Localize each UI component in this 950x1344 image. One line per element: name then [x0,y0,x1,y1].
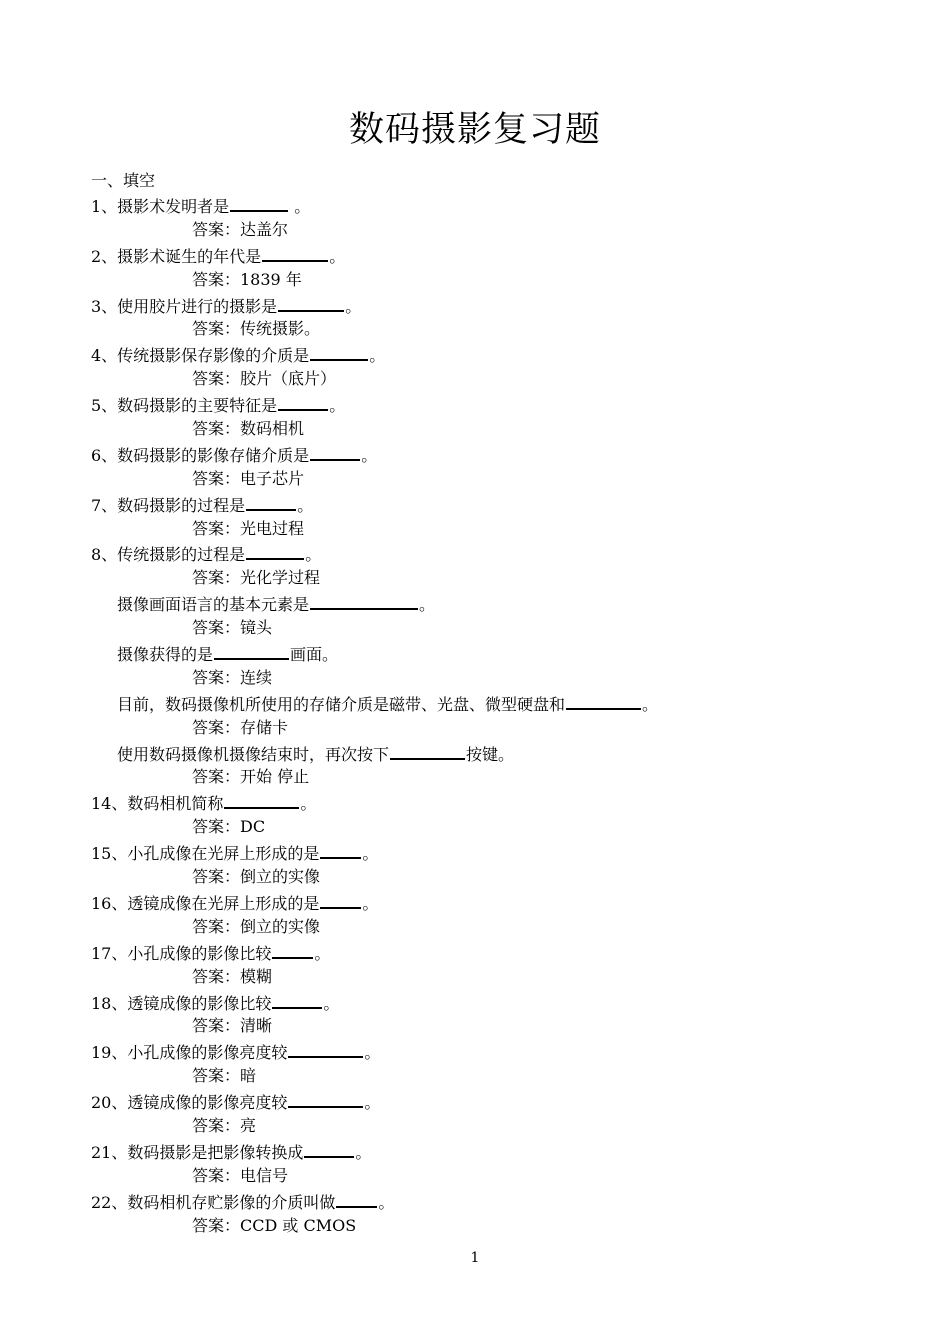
question-line [0,243,950,268]
question-suffix: 。 [355,1142,372,1162]
answer-blank [214,641,289,660]
answer-line: 答案：达盖尔 [192,219,289,239]
answer-line: 答案：连续 [192,667,273,687]
answer-line: 答案：1839 年 [192,269,302,289]
answer-line: 答案：开始 停止 [192,767,310,787]
answer-line: 答案：暗 [192,1066,257,1086]
answer-blank [262,243,328,262]
answer-blank [320,890,361,909]
answer-blank [278,293,344,312]
question-suffix: 。 [329,246,346,266]
question-text: 摄像画面语言的基本元素是 [117,595,310,615]
question-line [0,641,950,666]
question-text: 19、小孔成像的影像亮度较 [91,1043,288,1063]
document-title: 数码摄影复习题 [348,110,601,150]
answer-blank [272,990,322,1009]
question-suffix: 。 [364,1043,381,1063]
question-line [0,741,950,766]
question-text: 3、使用胶片进行的摄影是 [91,296,278,316]
question-text: 17、小孔成像的影像比较 [91,943,272,963]
question-line [0,1139,950,1164]
question-suffix: 画面。 [290,645,339,665]
answer-blank [246,492,296,511]
question-line [0,890,950,915]
question-text: 6、数码摄影的影像存储介质是 [91,445,310,465]
question-line [0,342,950,367]
question-suffix: 。 [323,993,340,1013]
answer-line: 答案：数码相机 [192,419,305,439]
question-suffix: 。 [362,844,379,864]
answer-blank [288,1039,363,1058]
answer-line: 答案：模糊 [192,966,273,986]
question-line [0,940,950,965]
answer-line: 答案：胶片（底片） [192,369,337,389]
section-heading: 一、填空 [91,171,156,190]
question-line [0,442,950,467]
question-text: 1、摄影术发明者是 [91,197,230,216]
question-text: 7、数码摄影的过程是 [91,495,246,515]
question-line [0,1089,950,1114]
question-line [0,790,950,815]
answer-blank [230,193,288,212]
answer-blank [310,591,418,610]
question-suffix: 。 [289,197,311,216]
question-suffix: 。 [361,445,378,465]
answer-blank [272,940,313,959]
answer-line: 答案：CCD 或 CMOS [192,1215,357,1235]
question-suffix: 按键。 [466,744,515,764]
answer-blank [304,1139,354,1158]
answer-blank [288,1089,363,1108]
question-suffix: 。 [345,296,362,316]
answer-blank [390,741,465,760]
answer-line: 答案：倒立的实像 [192,867,321,887]
question-text: 16、透镜成像在光屏上形成的是 [91,893,320,913]
question-line [0,691,950,716]
question-line [0,492,950,517]
question-list [0,193,950,1238]
question-text: 目前，数码摄像机所使用的存储介质是磁带、光盘、微型硬盘和 [117,694,566,714]
question-suffix: 。 [305,545,322,565]
question-text: 摄像获得的是 [117,645,214,665]
answer-blank [246,541,304,560]
question-text: 15、小孔成像在光屏上形成的是 [91,844,320,864]
answer-line: 答案：镜头 [192,618,273,638]
question-line [0,1189,950,1214]
answer-blank [566,691,641,710]
answer-blank [310,442,360,461]
question-text: 4、传统摄影保存影像的介质是 [91,346,310,366]
question-text: 2、摄影术诞生的年代是 [91,246,262,266]
question-text: 14、数码相机简称 [91,794,224,814]
question-line [0,990,950,1015]
question-suffix: 。 [329,396,346,416]
question-suffix: 。 [378,1192,395,1212]
answer-line: 答案：倒立的实像 [192,916,321,936]
answer-line: 答案：存储卡 [192,717,289,737]
question-text: 8、传统摄影的过程是 [91,545,246,565]
question-suffix: 。 [364,1093,381,1113]
question-suffix: 。 [297,495,314,515]
answer-line: 答案：光化学过程 [192,568,321,588]
question-line [0,1039,950,1064]
question-text: 21、数码摄影是把影像转换成 [91,1142,304,1162]
answer-line: 答案：光电过程 [192,518,305,538]
question-line [0,293,950,318]
question-suffix: 。 [362,893,379,913]
answer-blank [336,1189,377,1208]
answer-line: 答案：电子芯片 [192,468,305,488]
question-suffix: 。 [314,943,331,963]
question-line [0,591,950,616]
question-text: 22、数码相机存贮影像的介质叫做 [91,1192,336,1212]
page-number: 1 [470,1250,480,1266]
question-line [0,541,950,566]
answer-blank [224,790,299,809]
answer-line: 答案：传统摄影。 [192,319,321,339]
question-text: 5、数码摄影的主要特征是 [91,396,278,416]
question-suffix: 。 [642,694,659,714]
answer-blank [320,840,361,859]
answer-line: 答案：清晰 [192,1016,273,1036]
answer-blank [310,342,368,361]
answer-line: 答案：电信号 [192,1165,289,1185]
question-text: 使用数码摄像机摄像结束时，再次按下 [117,744,390,764]
question-text: 18、透镜成像的影像比较 [91,993,272,1013]
question-suffix: 。 [369,346,386,366]
answer-blank [278,392,328,411]
question-line [0,392,950,417]
question-text: 20、透镜成像的影像亮度较 [91,1093,288,1113]
question-line [0,193,950,218]
question-line [0,840,950,865]
answer-line: 答案：亮 [192,1115,257,1135]
answer-line: 答案：DC [192,817,266,837]
question-suffix: 。 [300,794,317,814]
question-suffix: 。 [419,595,436,615]
